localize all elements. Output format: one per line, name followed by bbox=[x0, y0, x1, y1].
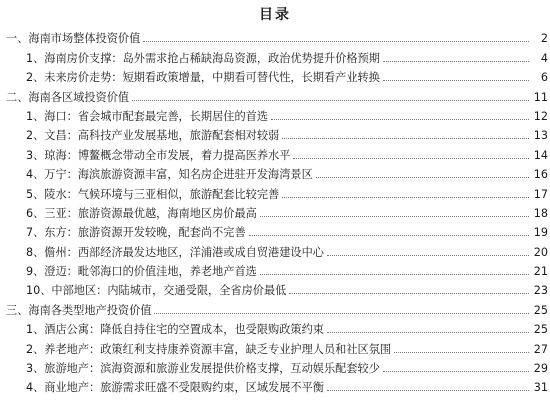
toc-page-number: 2 bbox=[540, 32, 548, 46]
toc-subsection-entry[interactable] bbox=[0, 104, 550, 123]
dot-leader bbox=[132, 99, 529, 101]
toc-page-number: 14 bbox=[533, 148, 548, 162]
toc-subsection-entry[interactable] bbox=[0, 336, 550, 355]
dot-leader bbox=[383, 60, 529, 62]
toc-page-number: 20 bbox=[533, 245, 548, 259]
dot-leader bbox=[271, 118, 529, 120]
dot-leader bbox=[327, 331, 529, 333]
dot-leader bbox=[282, 137, 529, 139]
toc-subsection-entry[interactable] bbox=[0, 239, 550, 258]
toc-entry-text: 9、澄迈：毗邻海口的价值洼地，养老地产首选 bbox=[26, 265, 257, 279]
dot-leader bbox=[394, 351, 529, 353]
dot-leader bbox=[143, 40, 529, 42]
dot-leader bbox=[316, 176, 529, 178]
toc-entries bbox=[0, 26, 550, 394]
dot-leader bbox=[383, 370, 529, 372]
toc-page-number: 25 bbox=[533, 323, 548, 337]
toc-entry-text: 1、海口：省会城市配套最完善，长期居住的首选 bbox=[26, 109, 269, 123]
dot-leader bbox=[327, 389, 529, 391]
toc-entry-text: 3、琼海：博鳌概念带动全市发展，着力提高医养水平 bbox=[26, 148, 291, 162]
toc-page-number: 27 bbox=[533, 342, 548, 356]
toc-page-number: 16 bbox=[533, 168, 548, 182]
toc-entry-text: 一、海南市场整体投资价值 bbox=[6, 32, 141, 46]
toc-entry-text: 二、海南各区域投资价值 bbox=[6, 90, 130, 104]
toc-entry-text: 2、文昌：高科技产业发展基地，旅游配套相对较弱 bbox=[26, 129, 280, 143]
dot-leader bbox=[293, 157, 529, 159]
toc-subsection-entry[interactable] bbox=[0, 162, 550, 181]
toc-page-number: 18 bbox=[533, 206, 548, 220]
dot-leader bbox=[260, 215, 529, 217]
toc-entry-text: 10、中部地区：内陆城市，交通受限，全省房价最低 bbox=[26, 284, 287, 298]
toc-subsection-entry[interactable] bbox=[0, 45, 550, 64]
toc-page-number: 21 bbox=[533, 265, 548, 279]
toc-subsection-entry[interactable] bbox=[0, 181, 550, 200]
toc-page-number: 17 bbox=[533, 187, 548, 201]
toc-entry-text: 7、东方：旅游资源开发较晚，配套尚不完善 bbox=[26, 226, 246, 240]
toc-subsection-entry[interactable] bbox=[0, 278, 550, 297]
toc-page-number: 29 bbox=[533, 362, 548, 376]
toc-entry-text: 1、海南房价支撑：岛外需求抢占稀缺海岛资源，政治优势提升价格预期 bbox=[26, 51, 380, 65]
dot-leader bbox=[327, 254, 529, 256]
toc-entry-text: 2、养老地产：政策红利支持康养资源丰富，缺乏专业护理人员和社区氛围 bbox=[26, 342, 392, 356]
toc-subsection-entry[interactable] bbox=[0, 259, 550, 278]
toc-subsection-entry[interactable] bbox=[0, 356, 550, 375]
toc-entry-text: 3、旅游地产：滨海资源和旅游业发展提供价格支撑，互动娱乐配套较少 bbox=[26, 362, 380, 376]
toc-subsection-entry[interactable] bbox=[0, 220, 550, 239]
toc-entry-text: 5、陵水：气候环境与三亚相似，旅游配套比较完善 bbox=[26, 187, 280, 201]
toc-section-entry[interactable] bbox=[0, 26, 550, 45]
toc-section-entry[interactable] bbox=[0, 84, 550, 103]
dot-leader bbox=[383, 79, 529, 81]
toc-title: 目录 bbox=[259, 7, 291, 23]
toc-section-entry[interactable] bbox=[0, 297, 550, 316]
toc-entry-text: 6、三亚：旅游资源最优越，海南地区房价最高 bbox=[26, 206, 257, 220]
dot-leader bbox=[260, 273, 529, 275]
dot-leader bbox=[282, 196, 529, 198]
toc-page-number: 6 bbox=[540, 71, 548, 85]
toc-subsection-entry[interactable] bbox=[0, 375, 550, 394]
toc-entry-text: 4、商业地产：旅游需求旺盛不受限购约束，区域发展不平衡 bbox=[26, 381, 324, 395]
toc-page-number: 12 bbox=[533, 109, 548, 123]
toc-subsection-entry[interactable] bbox=[0, 123, 550, 142]
toc-subsection-entry[interactable] bbox=[0, 317, 550, 336]
toc-page-number: 13 bbox=[533, 129, 548, 143]
toc-subsection-entry[interactable] bbox=[0, 201, 550, 220]
toc-page-number: 19 bbox=[533, 226, 548, 240]
toc-entry-text: 8、儋州：西部经济最发达地区，洋浦港或成自贸港建设中心 bbox=[26, 245, 324, 259]
toc-page-number: 31 bbox=[533, 381, 548, 395]
toc-page-number: 25 bbox=[533, 303, 548, 317]
toc-entry-text: 4、万宁：海滨旅游资源丰富，知名房企进驻开发海湾景区 bbox=[26, 168, 313, 182]
toc-entry-text: 三、海南各类型地产投资价值 bbox=[6, 303, 152, 317]
toc-entry-text: 1、酒店公寓：降低自持住宅的空置成本，也受限购政策约束 bbox=[26, 323, 324, 337]
toc-page-number: 23 bbox=[533, 284, 548, 298]
dot-leader bbox=[154, 312, 529, 314]
dot-leader bbox=[249, 234, 529, 236]
toc-subsection-entry[interactable] bbox=[0, 65, 550, 84]
toc-page-number: 11 bbox=[533, 90, 548, 104]
toc-entry-text: 2、未来房价走势：短期看政策增量，中期看可替代性，长期看产业转换 bbox=[26, 71, 380, 85]
toc-page-number: 4 bbox=[540, 51, 548, 65]
toc-subsection-entry[interactable] bbox=[0, 142, 550, 161]
dot-leader bbox=[289, 292, 529, 294]
